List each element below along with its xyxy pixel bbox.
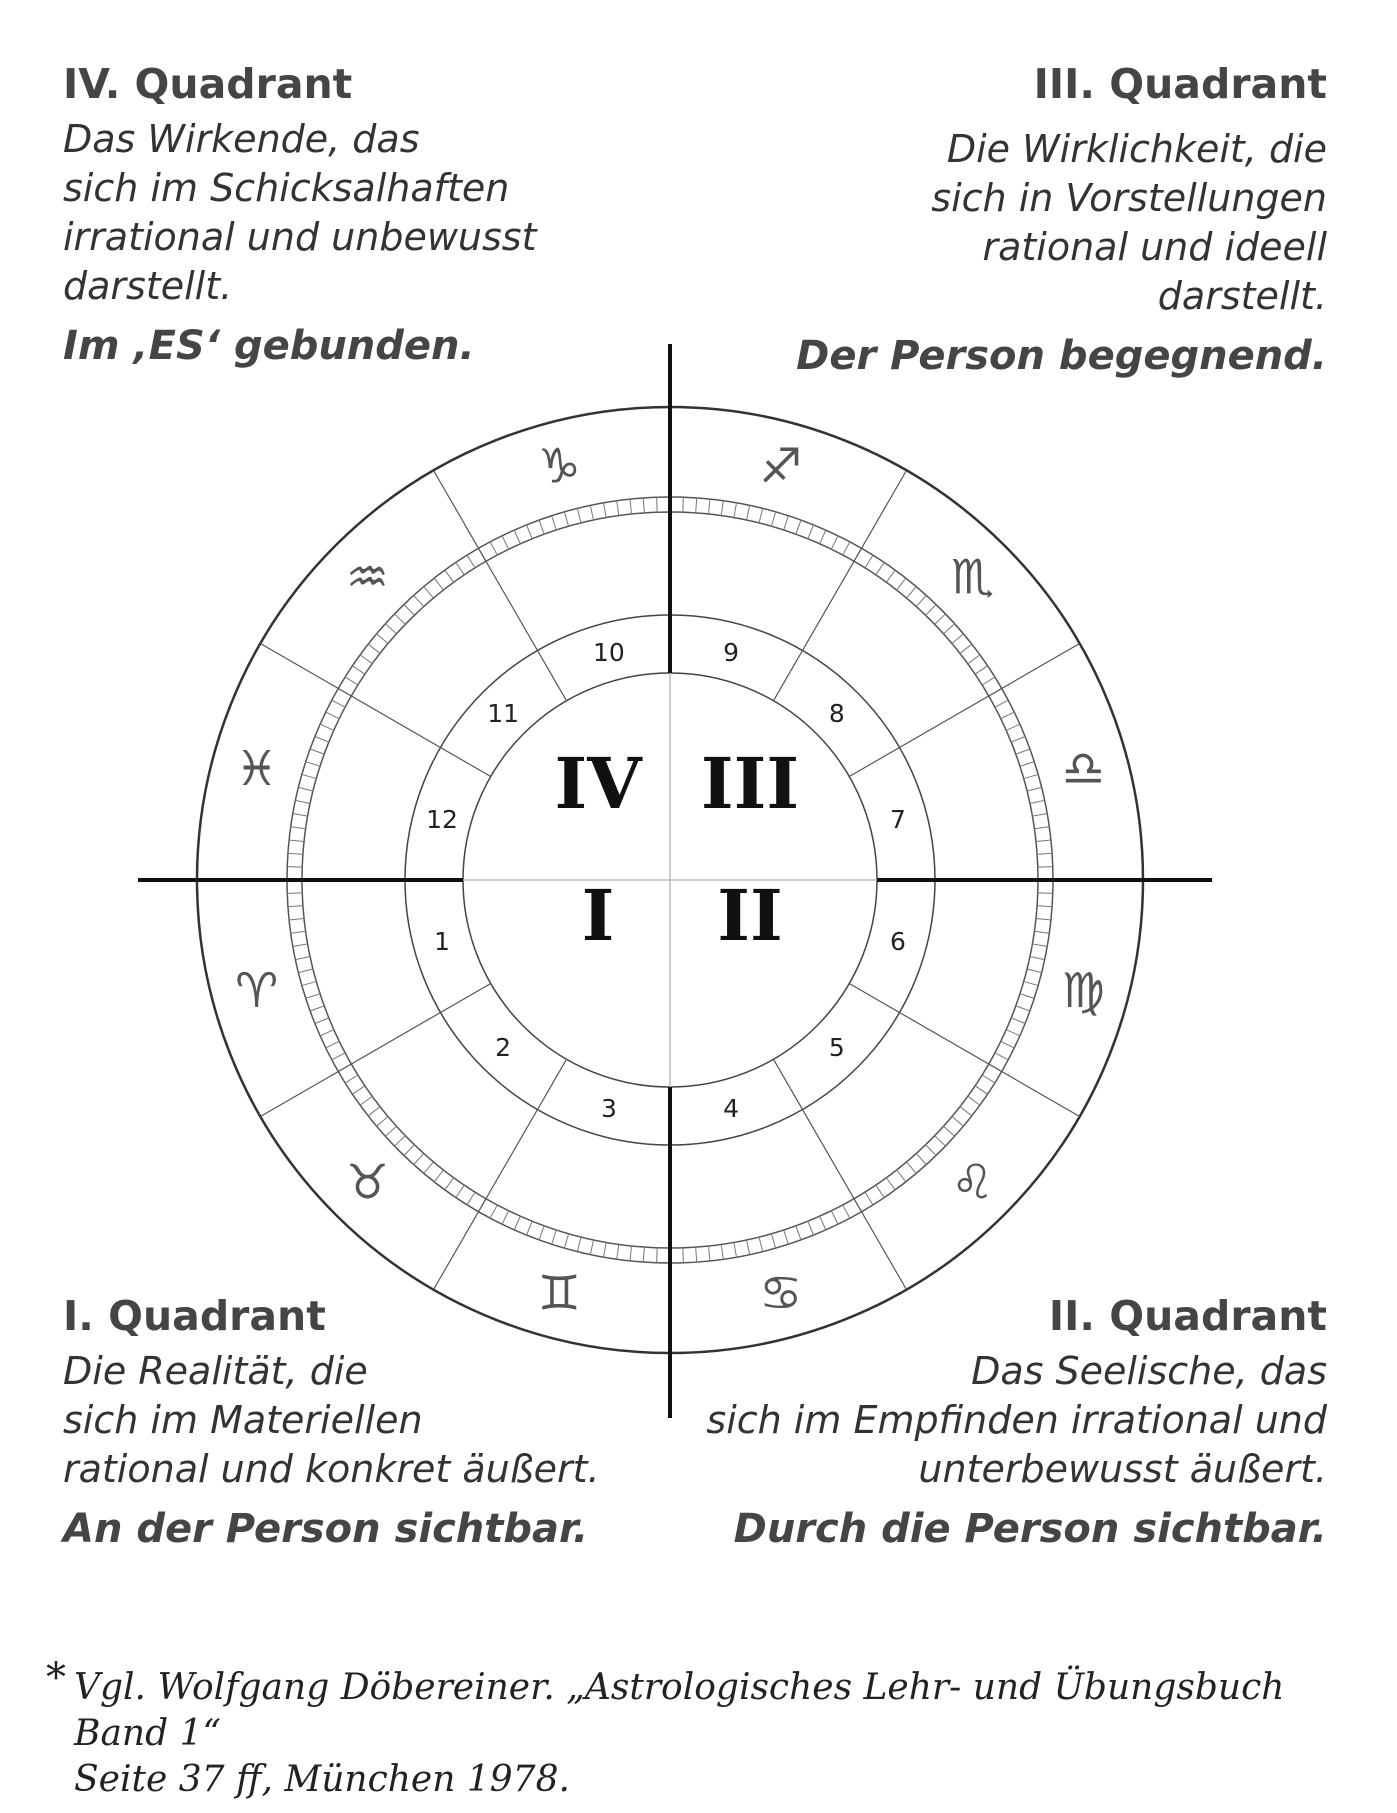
degree-tick <box>657 1248 658 1263</box>
house-number-label: 10 <box>593 638 625 668</box>
quadrant-iii-line: Die Wirklichkeit, die <box>946 127 1327 172</box>
quadrant-iii-line: sich in Vorstellungen <box>931 176 1327 221</box>
degree-tick <box>683 497 684 512</box>
quadrant-ii-line: unterbewusst äußert. <box>918 1447 1327 1492</box>
house-number-label: 12 <box>426 804 458 834</box>
quadrant-i-line: Die Realität, die <box>63 1349 368 1394</box>
quadrant-iv-line: irrational und unbewusst <box>63 215 537 260</box>
zodiac-sign-icon: ♈ <box>235 962 279 1019</box>
quadrant-ii-line: Das Seelische, das <box>971 1349 1327 1394</box>
degree-tick <box>1038 893 1053 894</box>
degree-tick <box>287 893 302 894</box>
quadrant-i-title: I. Quadrant <box>63 1292 326 1340</box>
zodiac-sign-icon: ♒ <box>345 549 389 606</box>
quadrant-i-tagline: An der Person sichtbar. <box>63 1506 589 1553</box>
quadrant-iv-line: Das Wirkende, das <box>63 117 420 162</box>
house-number-label: 5 <box>828 1032 845 1062</box>
quadrant-iv-title: IV. Quadrant <box>63 60 353 108</box>
footnote-marker: * <box>46 1655 66 1701</box>
quadrant-iii-line: darstellt. <box>1157 274 1327 319</box>
house-number-label: 6 <box>890 927 906 957</box>
zodiac-sign-icon: ♓ <box>235 741 279 798</box>
quadrant-i-line: rational und konkret äußert. <box>63 1447 600 1492</box>
house-number-label: 8 <box>828 699 845 729</box>
quadrant-iii-line: rational und ideell <box>982 225 1327 270</box>
quadrant-ii-title: II. Quadrant <box>1048 1292 1327 1340</box>
zodiac-sign-icon: ♎ <box>1061 741 1105 798</box>
quadrant-iii-tagline: Der Person begegnend. <box>796 333 1327 380</box>
zodiac-sign-icon: ♌ <box>951 1154 995 1211</box>
quadrant-i-line: sich im Materiellen <box>63 1398 423 1443</box>
zodiac-sign-icon: ♏ <box>951 549 995 606</box>
house-number-label: 3 <box>600 1093 617 1123</box>
quadrant-ii-tagline: Durch die Person sichtbar. <box>733 1506 1327 1553</box>
degree-tick <box>657 497 658 512</box>
footnote-line-2: Seite 37 ff, München 1978. <box>74 1759 570 1800</box>
zodiac-sign-icon: ♋ <box>759 1265 803 1322</box>
zodiac-sign-icon: ♑ <box>537 438 581 495</box>
house-number-label: 1 <box>434 927 450 957</box>
zodiac-sign-icon: ♍ <box>1061 962 1105 1019</box>
wheel-geometry <box>138 344 1212 1418</box>
quadrant-iv-center-label: IV <box>554 742 642 825</box>
quadrant-ii-center-label: II <box>717 874 783 957</box>
degree-tick <box>683 1248 684 1263</box>
house-number-label: 4 <box>723 1093 740 1123</box>
footnote-line-1: Vgl. Wolfgang Döbereiner. „Astrologisches Lehr- und Übungsbuch Band 1“ <box>74 1667 1285 1754</box>
zodiac-sign-icon: ♐ <box>759 438 803 495</box>
quadrant-iii-title: III. Quadrant <box>1033 60 1327 108</box>
quadrant-iv-tagline: Im ‚ES‘ gebunden. <box>63 323 475 370</box>
degree-tick <box>287 867 302 868</box>
house-number-label: 11 <box>487 699 520 729</box>
zodiac-sign-icon: ♊ <box>537 1265 581 1322</box>
footnote <box>46 1655 1346 1803</box>
degree-tick <box>1038 867 1053 868</box>
quadrant-i-center-label: I <box>581 874 615 957</box>
zodiac-sign-icon: ♉ <box>345 1154 389 1211</box>
house-number-label: 2 <box>495 1032 512 1062</box>
quadrant-iii-center-label: III <box>700 742 800 825</box>
house-number-label: 7 <box>890 804 906 834</box>
quadrant-ii-line: sich im Empfinden irrational und <box>706 1398 1327 1443</box>
quadrant-iv-line: darstellt. <box>63 264 233 309</box>
quadrant-iv-line: sich im Schicksalhaften <box>63 166 510 211</box>
house-number-label: 9 <box>723 638 740 668</box>
